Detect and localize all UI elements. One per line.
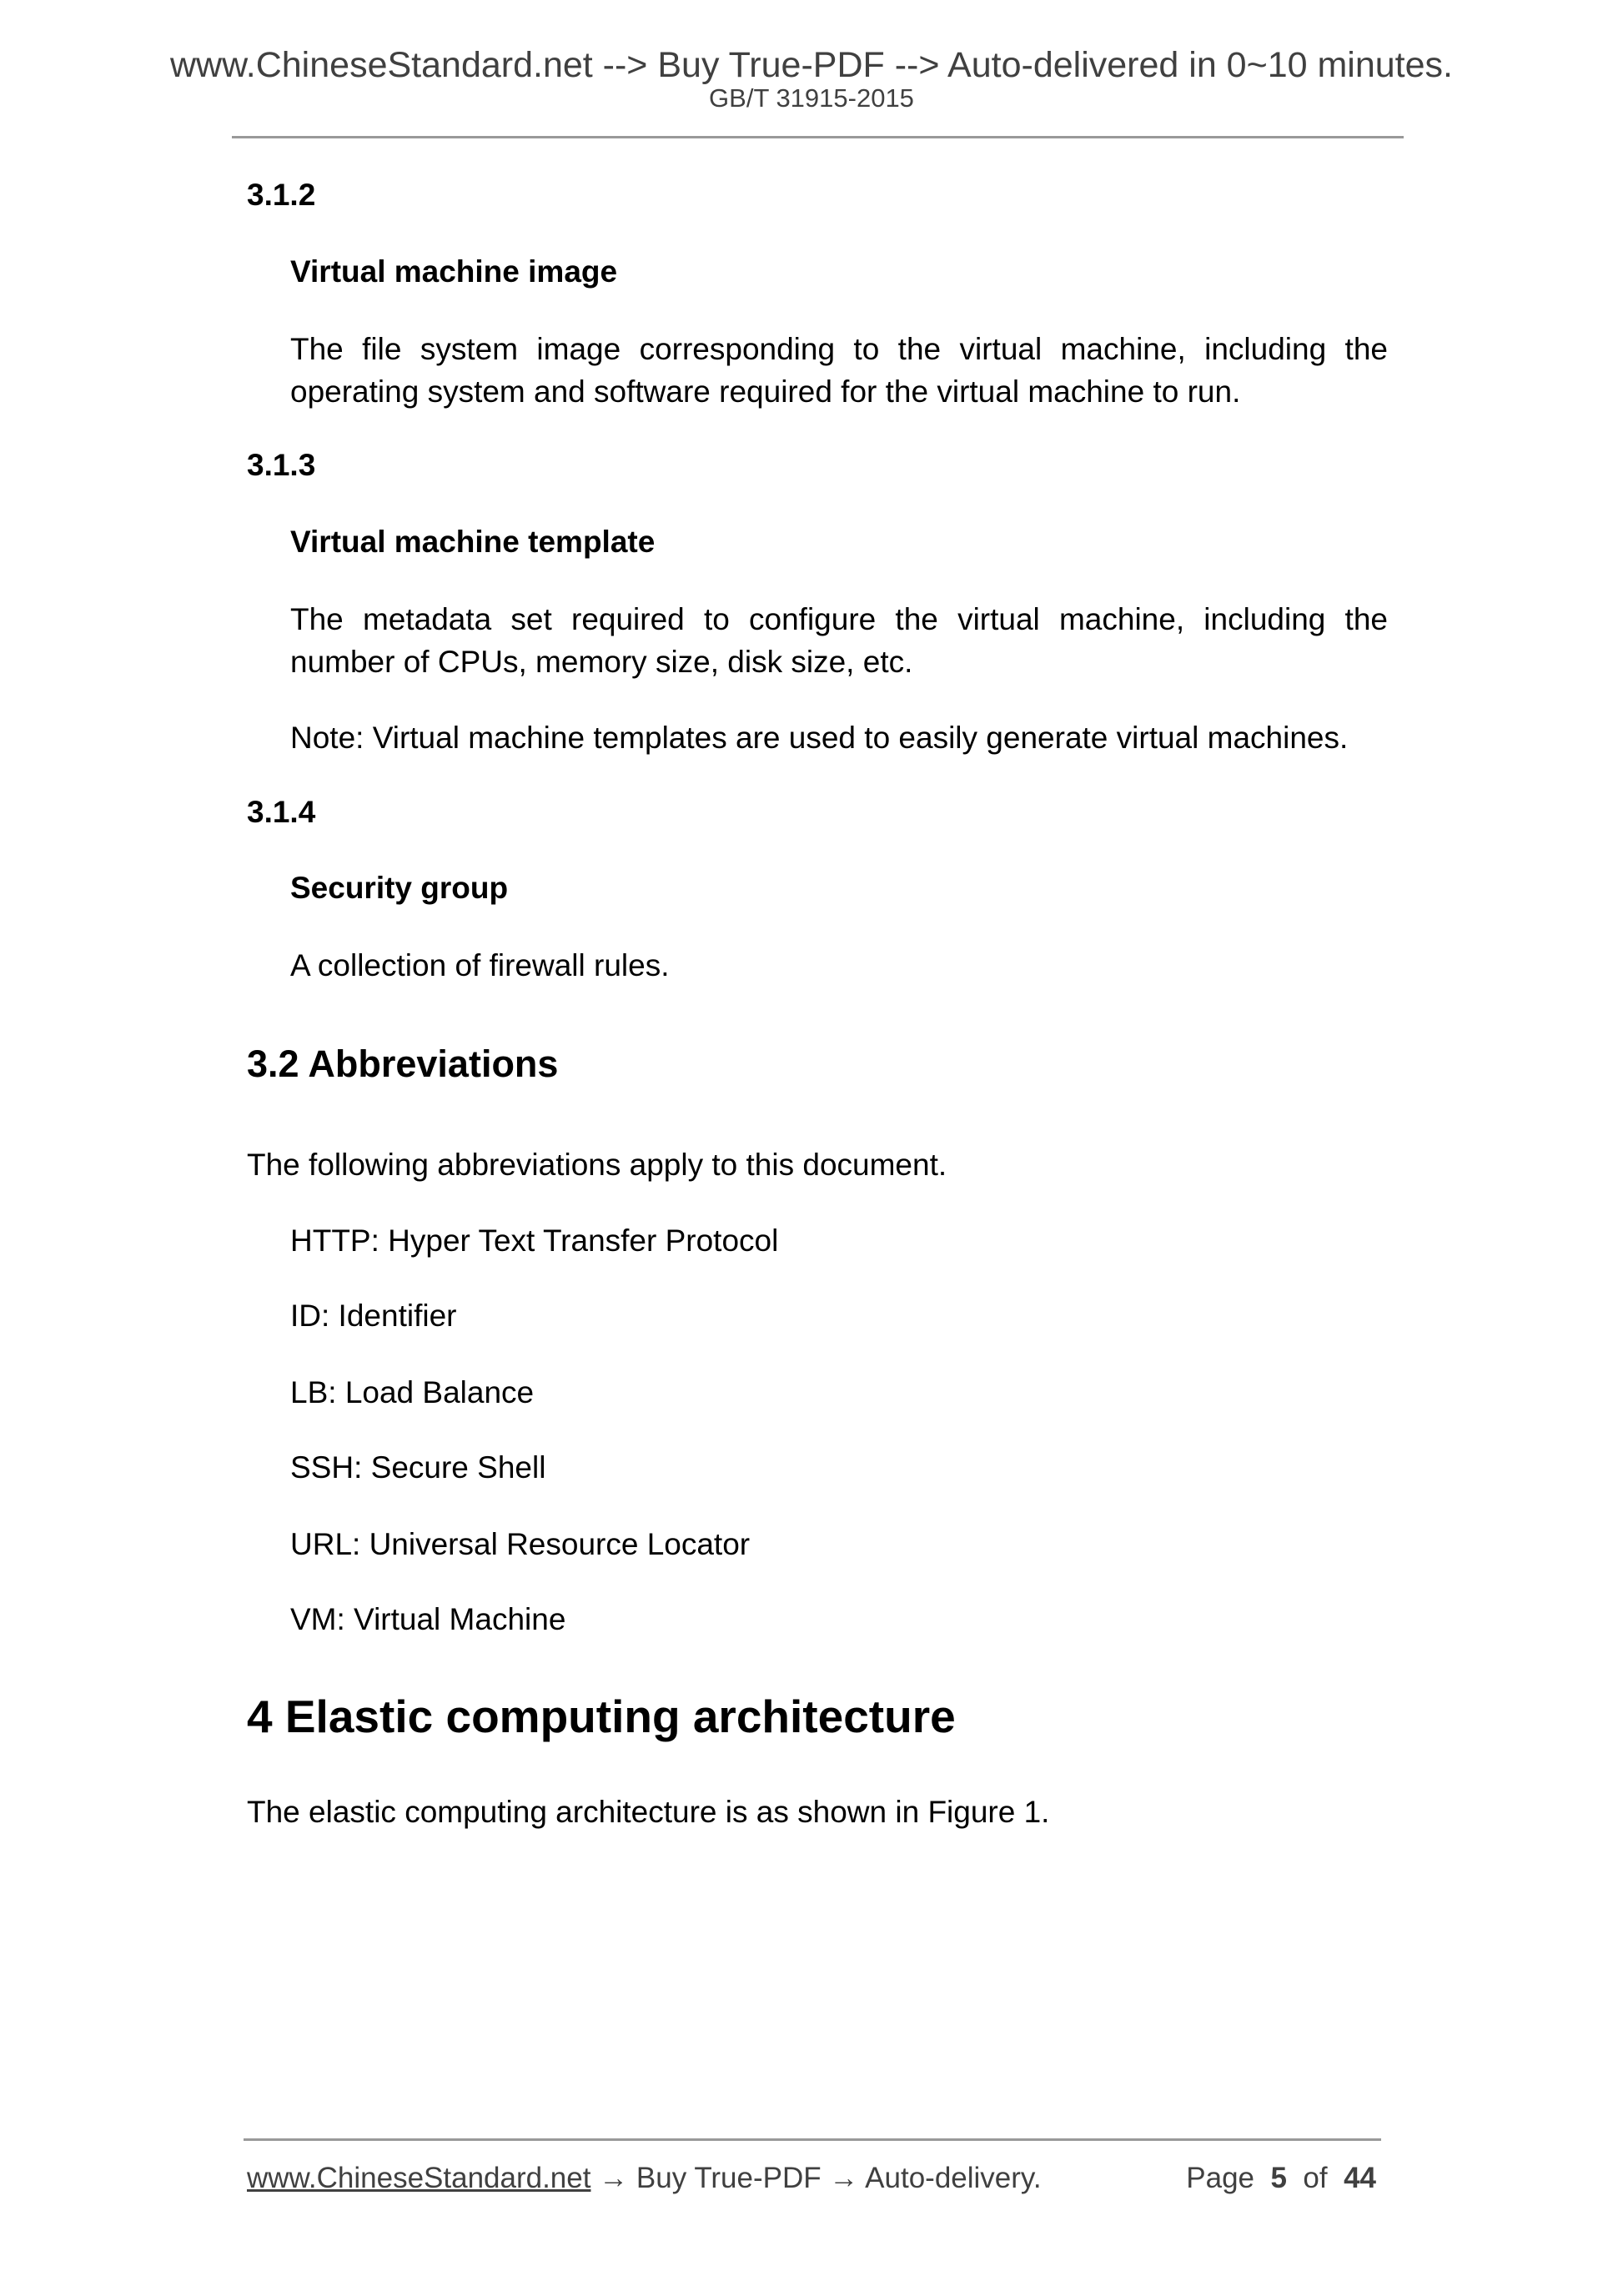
abbreviation-item: LB: Load Balance — [290, 1375, 535, 1409]
footer-note — [247, 2162, 1042, 2195]
term-note: Note: Virtual machine templates are used to easily generate virtual machines. — [290, 721, 1349, 755]
page-indicator — [1186, 2162, 1376, 2195]
section-intro: The following abbreviations apply to this document. — [247, 1148, 947, 1182]
standard-id: GB/T 31915-2015 — [709, 83, 914, 113]
header-banner: www.ChineseStandard.net --> Buy True-PDF --> Auto-delivered in 0~10 minutes. — [169, 45, 1453, 85]
clause-number: 3.1.4 — [247, 795, 316, 829]
footer-link[interactable]: www.ChineseStandard.net — [247, 2162, 591, 2194]
page-total: 44 — [1344, 2162, 1376, 2194]
term-title: Virtual machine image — [290, 254, 618, 289]
term-definition: The file system image corresponding to the virtual machine, including the operating system and software required for the virtual machine to run. — [290, 332, 1388, 409]
abbreviation-item: VM: Virtual Machine — [290, 1602, 566, 1636]
footer-divider — [244, 2138, 1381, 2141]
term-definition: The metadata set required to configure the virtual machine, including the number of CPUs, memory size, disk size, etc. — [290, 602, 1388, 679]
term-title: Security group — [290, 871, 509, 905]
page-label: Page — [1186, 2162, 1255, 2194]
section-heading: 3.2 Abbreviations — [247, 1042, 559, 1085]
chapter-text: The elastic computing architecture is as shown in Figure 1. — [247, 1795, 1050, 1829]
abbreviation-item: HTTP: Hyper Text Transfer Protocol — [290, 1223, 779, 1258]
abbreviation-item: ID: Identifier — [290, 1299, 457, 1333]
chapter-heading: 4 Elastic computing architecture — [247, 1691, 956, 1742]
abbreviation-item: URL: Universal Resource Locator — [290, 1527, 751, 1561]
clause-number: 3.1.3 — [247, 448, 316, 482]
abbreviation-item: SSH: Secure Shell — [290, 1450, 546, 1485]
page-number: 5 — [1270, 2162, 1287, 2194]
of-label: of — [1303, 2162, 1328, 2194]
clause-number: 3.1.2 — [247, 178, 316, 212]
footer-text: → Buy True-PDF → Auto-delivery. — [590, 2162, 1042, 2194]
term-title: Virtual machine template — [290, 525, 656, 559]
term-definition: A collection of firewall rules. — [290, 948, 670, 982]
header-divider — [232, 136, 1404, 138]
